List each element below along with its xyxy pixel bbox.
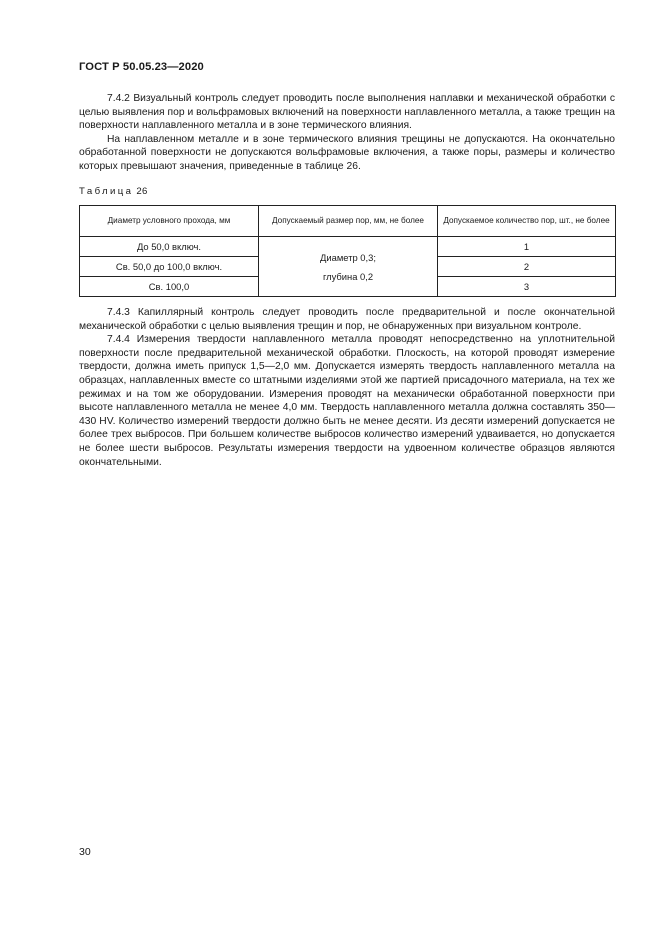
section-7-4-2 — [79, 92, 615, 174]
paragraph-7-4-4: 7.4.4 Измерения твердости наплавленного металла проводят непосредственно на уплотнительной поверхности после предварительной механической обработки. Плоскость, на которой проводят измерение твердости, должна иметь припуск 1,5—2,0 мм. Допускается измерять твердость наплавленного металла на образцах, наплавленных вместе со штатными изделиями этой же партией присадочного материала, на тех же режимах и на том же оборудовании. Измерения проводят на механически обработанной поверхности при высоте наплавленного металла не менее 4,0 мм. Твердость наплавленного металла должна составлять 350—430 HV. Количество измерений твердости должно быть не менее десяти. Из десяти измерений допускается не более трех выбросов. При большем количестве выбросов количество измерений удваивается, но допускается не более шести выбросов. Результаты измерения твердости на удвоенном количестве образцов являются окончательными. — [79, 334, 615, 468]
pore-size-diameter: Диаметр 0,3; — [320, 251, 376, 263]
table-row — [80, 237, 616, 257]
table-caption-number: 26 — [136, 186, 148, 197]
cell-diameter: Св. 50,0 до 100,0 включ. — [80, 257, 259, 277]
cell-diameter: Св. 100,0 — [80, 277, 259, 297]
table-caption-word: Таблица — [79, 186, 134, 197]
header-pore-count: Допускаемое количество пор, шт., не более — [438, 206, 616, 237]
sections-7-4-3-and-7-4-4 — [79, 306, 615, 469]
table-header-row — [80, 206, 616, 237]
cell-count: 1 — [438, 237, 616, 257]
cell-count: 2 — [438, 257, 616, 277]
paragraph-cracks: На наплавленном металле и в зоне термического влияния трещины не допускаются. На окончательно обработанной поверхности не допускаются вольфрамовые включения, а также поры, размеры и количество которых превышают значения, приведенные в таблице 26. — [79, 133, 615, 172]
header-diameter: Диаметр условного прохода, мм — [80, 206, 259, 237]
pore-size-depth: глубина 0,2 — [322, 270, 374, 282]
cell-count: 3 — [438, 277, 616, 297]
cell-diameter: До 50,0 включ. — [80, 237, 259, 257]
document-header: ГОСТ Р 50.05.23—2020 — [79, 61, 204, 73]
paragraph-7-4-3: 7.4.3 Капиллярный контроль следует проводить после предварительной и после окончательной механической обработки с целью выявления трещин и пор, не обнаруженных при визуальном контроле. — [79, 307, 615, 332]
header-pore-size: Допускаемый размер пор, мм, не более — [259, 206, 438, 237]
table-26 — [79, 205, 616, 297]
page-number: 30 — [79, 846, 91, 858]
cell-pore-size — [259, 237, 438, 297]
paragraph-7-4-2: 7.4.2 Визуальный контроль следует проводить после выполнения наплавки и механической обработки с целью выявления пор и вольфрамовых включений на поверхности наплавленного металла, а также трещин на поверхности наплавленного металла и в зоне термического влияния. — [79, 93, 615, 132]
table-caption — [79, 186, 148, 197]
